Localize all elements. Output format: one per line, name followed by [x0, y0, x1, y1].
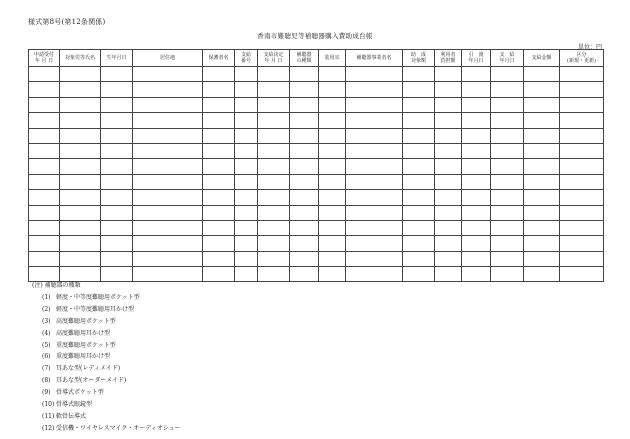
table-cell: [133, 236, 203, 251]
table-cell: [235, 67, 258, 82]
table-cell: [290, 267, 319, 282]
column-header: 生年月日: [101, 50, 133, 67]
table-row: [29, 205, 604, 220]
table-cell: [60, 251, 101, 266]
note-text: 軟骨伝導式: [56, 412, 87, 420]
column-header: 助 成 対象額: [403, 50, 435, 67]
table-cell: [319, 205, 346, 220]
table-cell: [203, 82, 235, 97]
table-cell: [491, 159, 524, 174]
table-cell: [491, 128, 524, 143]
table-cell: [403, 82, 435, 97]
table-cell: [203, 97, 235, 112]
table-cell: [560, 143, 604, 158]
table-cell: [435, 143, 462, 158]
table-cell: [560, 190, 604, 205]
table-cell: [60, 220, 101, 235]
table-cell: [524, 82, 560, 97]
table-cell: [346, 236, 403, 251]
table-cell: [29, 113, 60, 128]
table-cell: [203, 251, 235, 266]
table-cell: [235, 113, 258, 128]
note-number: (9): [42, 389, 51, 397]
notes-section: [32, 280, 181, 435]
table-cell: [290, 251, 319, 266]
note-text: 耳あな型(レディメイド): [56, 365, 121, 373]
table-cell: [462, 251, 491, 266]
table-cell: [403, 190, 435, 205]
table-cell: [203, 128, 235, 143]
unit-label: 単位：円: [577, 44, 602, 51]
table-cell: [435, 67, 462, 82]
table-cell: [435, 267, 462, 282]
table-cell: [524, 220, 560, 235]
note-text: 重度難聴用耳かけ型: [56, 353, 111, 361]
table-cell: [290, 143, 319, 158]
table-cell: [203, 67, 235, 82]
column-header: 対象児等氏名: [60, 50, 101, 67]
note-text: 骨導式ポケット型: [56, 389, 104, 397]
table-cell: [462, 113, 491, 128]
table-cell: [101, 159, 133, 174]
table-cell: [133, 128, 203, 143]
table-cell: [462, 267, 491, 282]
table-cell: [290, 236, 319, 251]
table-cell: [258, 251, 290, 266]
note-number: (5): [42, 341, 51, 349]
table-cell: [435, 251, 462, 266]
table-cell: [346, 67, 403, 82]
table-cell: [346, 220, 403, 235]
table-cell: [491, 205, 524, 220]
form-number: 様式第8号(第12条関係): [28, 18, 106, 26]
table-cell: [346, 205, 403, 220]
table-row: [29, 236, 604, 251]
note-text: 骨導式眼鏡型: [56, 401, 93, 409]
table-cell: [101, 205, 133, 220]
table-cell: [435, 113, 462, 128]
table-cell: [346, 97, 403, 112]
table-cell: [346, 159, 403, 174]
table-cell: [29, 220, 60, 235]
table-cell: [60, 159, 101, 174]
table-cell: [101, 251, 133, 266]
table-cell: [258, 174, 290, 189]
table-cell: [462, 236, 491, 251]
table-cell: [319, 67, 346, 82]
table-cell: [290, 113, 319, 128]
table-cell: [290, 159, 319, 174]
ledger-body: [29, 67, 604, 282]
table-cell: [101, 82, 133, 97]
table-row: [29, 113, 604, 128]
note-number: (7): [42, 365, 51, 373]
note-item: [32, 328, 181, 340]
table-cell: [462, 82, 491, 97]
table-cell: [403, 267, 435, 282]
table-cell: [60, 82, 101, 97]
table-cell: [403, 128, 435, 143]
table-cell: [258, 128, 290, 143]
table-cell: [29, 67, 60, 82]
table-cell: [524, 205, 560, 220]
table-cell: [491, 267, 524, 282]
table-cell: [491, 67, 524, 82]
table-cell: [60, 190, 101, 205]
table-cell: [435, 174, 462, 189]
note-text: 高度難聴用耳かけ型: [56, 329, 111, 337]
column-header: 区分 (新規・更新): [560, 50, 604, 67]
table-cell: [235, 220, 258, 235]
table-cell: [319, 267, 346, 282]
table-cell: [462, 174, 491, 189]
table-cell: [101, 236, 133, 251]
table-cell: [491, 97, 524, 112]
table-cell: [203, 143, 235, 158]
note-number: (2): [42, 305, 51, 313]
table-cell: [290, 97, 319, 112]
table-cell: [258, 220, 290, 235]
table-cell: [319, 190, 346, 205]
table-cell: [319, 220, 346, 235]
table-cell: [29, 128, 60, 143]
table-cell: [203, 267, 235, 282]
table-cell: [524, 251, 560, 266]
table-row: [29, 82, 604, 97]
table-cell: [235, 267, 258, 282]
table-cell: [133, 205, 203, 220]
table-cell: [319, 113, 346, 128]
table-cell: [101, 97, 133, 112]
table-cell: [319, 128, 346, 143]
table-cell: [462, 220, 491, 235]
table-cell: [346, 82, 403, 97]
table-cell: [462, 143, 491, 158]
table-cell: [491, 251, 524, 266]
table-row: [29, 97, 604, 112]
table-cell: [235, 159, 258, 174]
table-row: [29, 143, 604, 158]
table-cell: [235, 143, 258, 158]
table-cell: [319, 236, 346, 251]
table-cell: [290, 82, 319, 97]
note-text: 軽度・中等度難聴用耳かけ型: [56, 305, 135, 313]
table-cell: [560, 251, 604, 266]
table-cell: [29, 236, 60, 251]
table-cell: [60, 67, 101, 82]
table-cell: [435, 82, 462, 97]
note-text: 軽度・中等度難聴用ポケット型: [56, 293, 140, 301]
table-cell: [258, 97, 290, 112]
note-number: (1): [42, 293, 51, 301]
table-cell: [60, 205, 101, 220]
table-cell: [319, 143, 346, 158]
table-cell: [403, 236, 435, 251]
table-cell: [346, 190, 403, 205]
table-cell: [319, 97, 346, 112]
table-cell: [258, 236, 290, 251]
table-row: [29, 190, 604, 205]
table-cell: [258, 113, 290, 128]
table-cell: [133, 97, 203, 112]
table-cell: [235, 205, 258, 220]
note-text: 耳あな型(オーダーメイド): [56, 377, 127, 385]
table-cell: [29, 174, 60, 189]
table-cell: [101, 143, 133, 158]
table-cell: [319, 159, 346, 174]
table-cell: [203, 190, 235, 205]
table-cell: [258, 267, 290, 282]
table-cell: [491, 220, 524, 235]
table-cell: [101, 174, 133, 189]
table-cell: [491, 174, 524, 189]
table-cell: [524, 128, 560, 143]
table-cell: [235, 128, 258, 143]
table-cell: [60, 97, 101, 112]
table-cell: [462, 205, 491, 220]
table-cell: [403, 113, 435, 128]
table-cell: [491, 113, 524, 128]
table-cell: [435, 205, 462, 220]
table-cell: [462, 159, 491, 174]
table-cell: [101, 128, 133, 143]
table-cell: [524, 113, 560, 128]
column-header: 保護者名: [203, 50, 235, 67]
table-cell: [133, 113, 203, 128]
table-cell: [101, 190, 133, 205]
table-cell: [403, 97, 435, 112]
table-cell: [560, 128, 604, 143]
table-cell: [462, 67, 491, 82]
column-header: 補聴器事業者名: [346, 50, 403, 67]
table-cell: [560, 97, 604, 112]
table-cell: [203, 174, 235, 189]
table-cell: [319, 82, 346, 97]
table-cell: [524, 159, 560, 174]
table-cell: [403, 159, 435, 174]
note-item: [32, 340, 181, 352]
table-cell: [290, 174, 319, 189]
column-header: 居住地: [133, 50, 203, 67]
table-cell: [524, 174, 560, 189]
note-item: [32, 411, 181, 423]
table-row: [29, 67, 604, 82]
table-cell: [203, 220, 235, 235]
table-cell: [560, 205, 604, 220]
table-cell: [346, 251, 403, 266]
table-cell: [133, 159, 203, 174]
table-cell: [560, 236, 604, 251]
table-cell: [435, 97, 462, 112]
table-cell: [403, 220, 435, 235]
column-header: 引 渡 年月日: [462, 50, 491, 67]
table-cell: [258, 143, 290, 158]
column-header: 支 給 年月日: [491, 50, 524, 67]
table-cell: [60, 236, 101, 251]
table-cell: [29, 97, 60, 112]
column-header: 申請受付 年 月 日: [29, 50, 60, 67]
table-cell: [560, 267, 604, 282]
note-number: (4): [42, 329, 51, 337]
table-cell: [133, 174, 203, 189]
table-cell: [133, 143, 203, 158]
table-cell: [29, 159, 60, 174]
notes-title: (注) 補聴器の種類: [32, 282, 81, 289]
table-cell: [258, 159, 290, 174]
table-cell: [290, 128, 319, 143]
note-text: 重度難聴用ポケット型: [56, 341, 116, 349]
table-cell: [133, 220, 203, 235]
table-cell: [560, 174, 604, 189]
note-item: [32, 375, 181, 387]
table-cell: [524, 67, 560, 82]
table-cell: [29, 190, 60, 205]
table-cell: [235, 236, 258, 251]
table-cell: [60, 174, 101, 189]
table-cell: [29, 82, 60, 97]
table-row: [29, 220, 604, 235]
table-row: [29, 128, 604, 143]
document-title: 香南市難聴児等補聴器購入費助成台帳: [257, 32, 373, 40]
table-cell: [435, 236, 462, 251]
table-cell: [235, 174, 258, 189]
table-cell: [133, 82, 203, 97]
table-cell: [435, 220, 462, 235]
note-number: (10): [42, 401, 55, 409]
table-cell: [346, 128, 403, 143]
table-row: [29, 174, 604, 189]
table-cell: [560, 82, 604, 97]
note-item: [32, 304, 181, 316]
table-cell: [560, 113, 604, 128]
table-cell: [435, 128, 462, 143]
table-row: [29, 159, 604, 174]
table-cell: [319, 174, 346, 189]
note-number: (8): [42, 377, 51, 385]
note-number: (11): [42, 412, 55, 420]
table-cell: [524, 267, 560, 282]
table-cell: [491, 190, 524, 205]
table-cell: [101, 67, 133, 82]
table-cell: [524, 190, 560, 205]
table-cell: [133, 251, 203, 266]
table-cell: [403, 251, 435, 266]
column-header: 支給金額: [524, 50, 560, 67]
table-cell: [403, 67, 435, 82]
table-cell: [560, 159, 604, 174]
note-text: 受信機・ワイヤレスマイク・オーディオシュー: [56, 424, 181, 432]
table-cell: [29, 205, 60, 220]
table-cell: [462, 97, 491, 112]
note-number: (3): [42, 317, 51, 325]
table-cell: [560, 67, 604, 82]
note-text: 高度難聴用ポケット型: [56, 317, 116, 325]
note-item: [32, 351, 181, 363]
note-item: [32, 399, 181, 411]
table-cell: [319, 251, 346, 266]
note-item: [32, 316, 181, 328]
table-cell: [235, 251, 258, 266]
table-cell: [258, 205, 290, 220]
table-cell: [491, 143, 524, 158]
ledger-table: [28, 49, 604, 282]
table-cell: [524, 143, 560, 158]
table-cell: [101, 113, 133, 128]
note-number: (12): [42, 424, 55, 432]
table-cell: [133, 67, 203, 82]
table-cell: [346, 143, 403, 158]
table-cell: [462, 190, 491, 205]
note-number: (6): [42, 353, 51, 361]
table-cell: [235, 97, 258, 112]
table-row: [29, 251, 604, 266]
table-cell: [560, 220, 604, 235]
table-cell: [403, 205, 435, 220]
table-cell: [462, 128, 491, 143]
table-cell: [290, 220, 319, 235]
table-cell: [203, 205, 235, 220]
table-cell: [258, 67, 290, 82]
table-cell: [258, 190, 290, 205]
table-cell: [235, 82, 258, 97]
table-cell: [290, 190, 319, 205]
table-cell: [29, 251, 60, 266]
column-header: 支給決定 年 月 日: [258, 50, 290, 67]
note-item: [32, 292, 181, 304]
table-cell: [133, 190, 203, 205]
table-cell: [403, 143, 435, 158]
table-cell: [491, 82, 524, 97]
table-cell: [524, 97, 560, 112]
table-cell: [435, 190, 462, 205]
table-cell: [60, 143, 101, 158]
table-cell: [235, 190, 258, 205]
table-cell: [290, 67, 319, 82]
table-header-row: [29, 50, 604, 67]
table-cell: [203, 113, 235, 128]
table-cell: [29, 143, 60, 158]
table-cell: [346, 113, 403, 128]
table-cell: [403, 174, 435, 189]
column-header: 利用者 負担額: [435, 50, 462, 67]
table-cell: [203, 159, 235, 174]
table-cell: [60, 128, 101, 143]
note-item: [32, 387, 181, 399]
table-cell: [435, 159, 462, 174]
note-item: [32, 363, 181, 375]
table-cell: [203, 236, 235, 251]
table-cell: [258, 82, 290, 97]
table-cell: [101, 220, 133, 235]
table-cell: [346, 174, 403, 189]
column-header: 装用耳: [319, 50, 346, 67]
column-header: 支給 番号: [235, 50, 258, 67]
note-item: [32, 423, 181, 435]
table-cell: [346, 267, 403, 282]
table-cell: [524, 236, 560, 251]
table-cell: [60, 113, 101, 128]
column-header: 補聴器 の種類: [290, 50, 319, 67]
table-cell: [491, 236, 524, 251]
table-cell: [290, 205, 319, 220]
